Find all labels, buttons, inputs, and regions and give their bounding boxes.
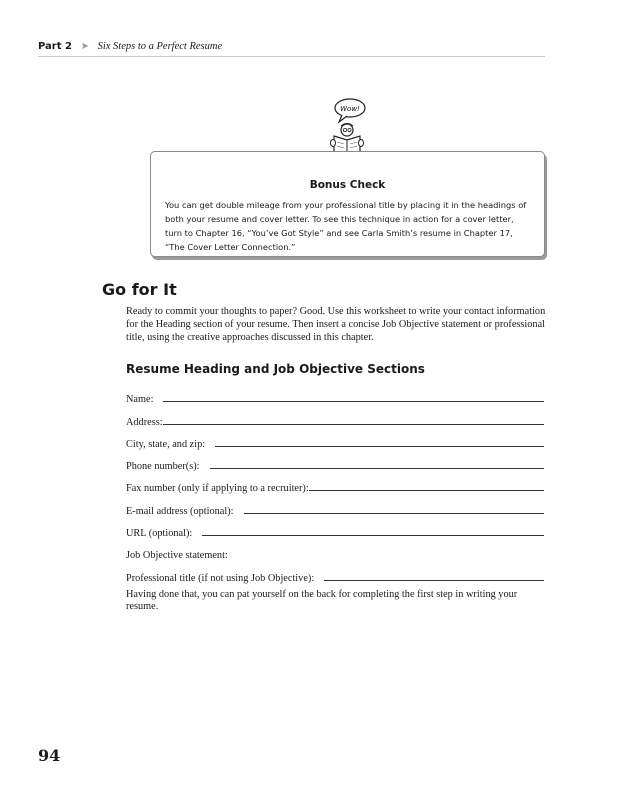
fax-field [126,472,544,494]
worksheet-heading: Resume Heading and Job Objective Sections [126,362,425,376]
job-objective-field [126,539,544,561]
fill-in-line [215,446,544,447]
field-label: City, state, and zip: [126,438,206,450]
field-label: Address: [126,416,163,428]
fill-in-line [244,513,544,514]
field-label: Name: [126,394,154,406]
field-label: Fax number (only if applying to a recruiter): [126,483,309,495]
intro-paragraph: Ready to commit your thoughts to paper? Good. Use this worksheet to write your contact information for the Heading section of your resume. Then insert a concise Job Objective statement or professional title, using the creative approaches discussed in this chapter. [126,306,546,343]
mascot-speech: Wow! [340,105,360,113]
fill-in-line [163,401,544,402]
fill-in-line [163,424,544,425]
bonus-check-box [150,151,545,257]
fill-in-line [324,580,544,581]
field-label: E-mail address (optional): [126,505,234,517]
professional-title-field [126,561,544,583]
url-field [126,517,544,539]
field-label: Job Objective statement: [126,550,228,562]
part-title: Six Steps to a Perfect Resume [97,41,223,52]
city-state-zip-field [126,428,544,450]
fill-in-line [210,468,545,469]
running-header [38,40,545,54]
page-number: 94 [38,746,61,765]
field-label: Professional title (if not using Job Objective): [126,572,315,584]
email-field [126,494,544,516]
phone-field [126,450,544,472]
closing-paragraph: Having done that, you can pat yourself on the back for completing the first step in writing your resume. [126,589,518,612]
name-field [126,383,544,405]
part-label: Part 2 [38,41,72,52]
worksheet-fields [126,383,544,584]
bonus-check-title: Bonus Check [309,179,386,191]
address-field [126,405,544,427]
fill-in-line [309,490,544,491]
arrow-icon: ➤ [80,41,89,52]
fill-in-line [202,535,544,536]
field-label: URL (optional): [126,528,193,540]
bonus-check-body: You can get double mileage from your professional title by placing it in the headings of both your resume and cover letter. To see this technique in action for a cover letter, turn to Chapter 16, “You’ve Got Style” and see Carla Smith’s resume in Chapter 17, “The Cover Letter Connection.” [165,200,527,252]
header-divider [38,56,545,57]
field-label: Phone number(s): [126,461,200,473]
section-heading: Go for It [102,280,177,299]
